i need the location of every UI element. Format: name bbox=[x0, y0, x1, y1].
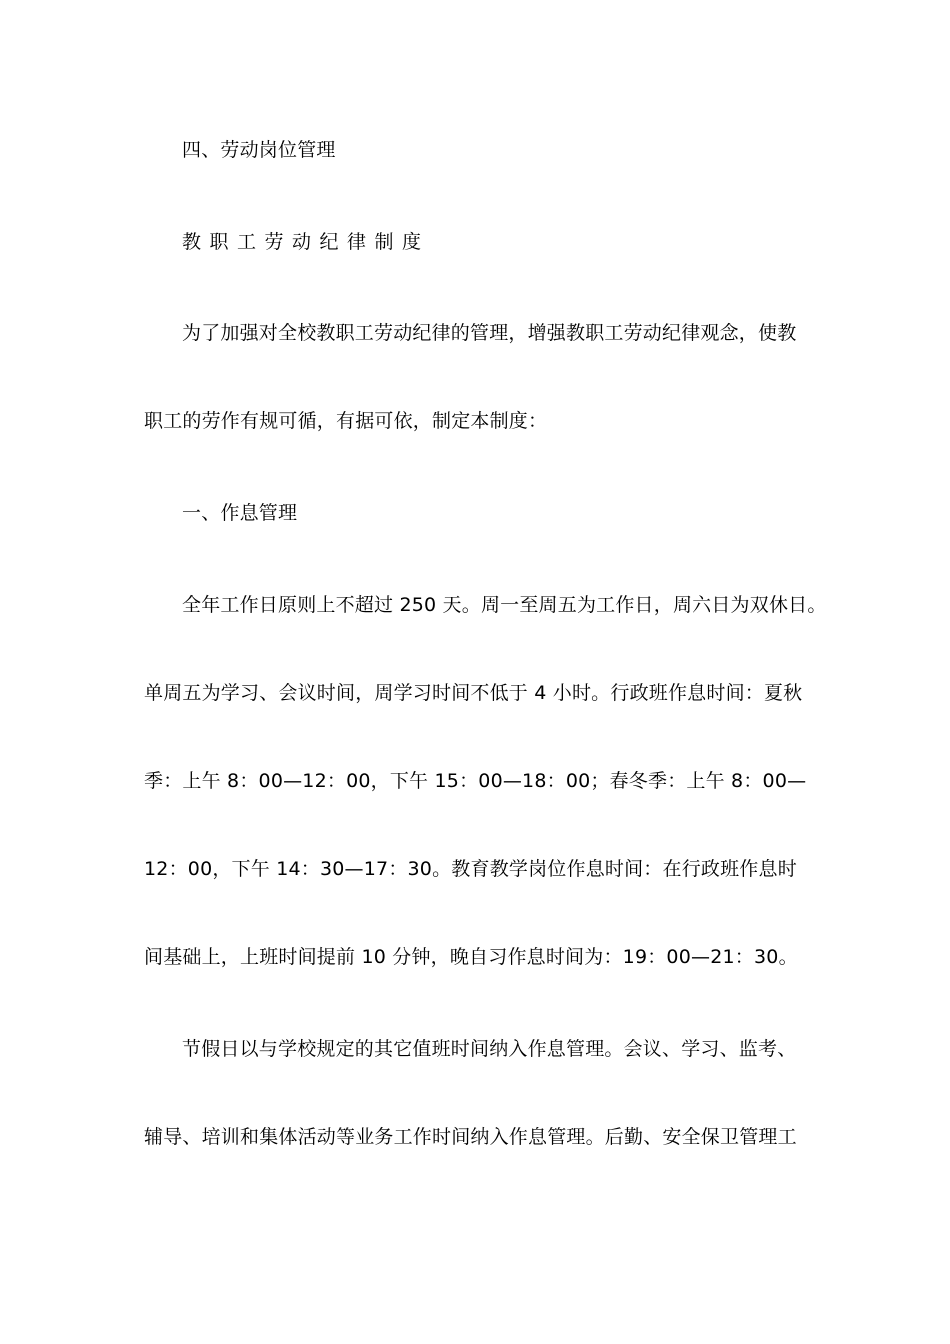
paragraph-line: 职工的劳作有规可循，有据可依，制定本制度： bbox=[144, 410, 548, 432]
paragraph-line: 为了加强对全校教职工劳动纪律的管理，增强教职工劳动纪律观念，使教 bbox=[182, 322, 797, 344]
section-heading-labor-post-management: 四、劳动岗位管理 bbox=[182, 139, 336, 161]
paragraph-line: 12：00，下午 14：30—17：30。教育教学岗位作息时间：在行政班作息时 bbox=[144, 858, 797, 880]
paragraph-line: 辅导、培训和集体活动等业务工作时间纳入作息管理。后勤、安全保卫管理工 bbox=[144, 1126, 797, 1148]
paragraph-line: 季：上午 8：00—12：00，下午 15：00—18：00；春冬季：上午 8：00— bbox=[144, 770, 807, 792]
paragraph-line: 间基础上，上班时间提前 10 分钟，晚自习作息时间为：19：00—21：30。 bbox=[144, 946, 798, 968]
paragraph-line: 单周五为学习、会议时间，周学习时间不低于 4 小时。行政班作息时间：夏秋 bbox=[144, 682, 803, 704]
section-heading-schedule-management: 一、作息管理 bbox=[182, 502, 298, 524]
paragraph-line: 节假日以与学校规定的其它值班时间纳入作息管理。会议、学习、监考、 bbox=[182, 1038, 797, 1060]
document-title: 教职工劳动纪律制度 bbox=[182, 231, 430, 253]
paragraph-line: 全年工作日原则上不超过 250 天。周一至周五为工作日，周六日为双休日。 bbox=[182, 594, 827, 616]
